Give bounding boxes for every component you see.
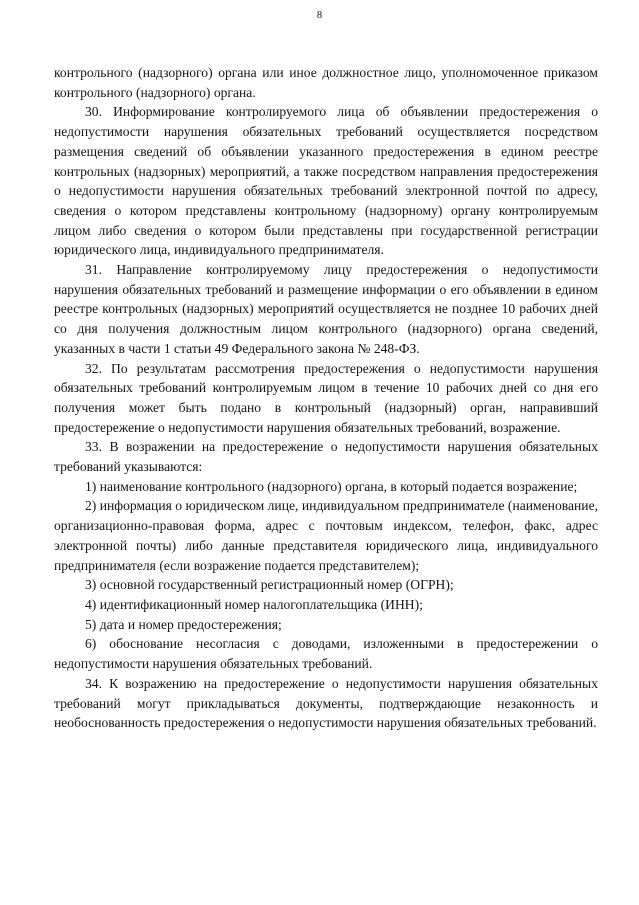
page-number: 8 — [316, 10, 323, 21]
list-item-6: 6) обоснование несогласия с доводами, изложенными в предостережении о недопустимости нарушения обязательных требований. — [54, 636, 598, 672]
list-item-4: 4) идентификационный номер налогоплательщика (ИНН); — [85, 596, 423, 612]
list-item-1: 1) наименование контрольного (надзорного) органа, в который подается возражение; — [85, 478, 578, 494]
list-item-3: 3) основной государственный регистрационный номер (ОГРН); — [85, 577, 454, 593]
paragraph-33: 33. В возражении на предостережение о недопустимости нарушения обязательных требований указываются: — [54, 439, 598, 475]
paragraph-34: 34. К возражению на предостережение о недопустимости нарушения обязательных требований могут прикладываться документы, подтверждающие незаконность и необоснованность предостережения о недопустимости нарушения обязательных требований. — [54, 675, 598, 731]
document-body — [54, 63, 598, 733]
paragraph-continuation: контрольного (надзорного) органа или иное должностное лицо, уполномоченное приказом контрольного (надзорного) органа. — [54, 65, 598, 100]
paragraph-32: 32. По результатам рассмотрения предостережения о недопустимости нарушения обязательных требований контролируемым лицом в течение 10 рабочих дней со дня его получения может быть подано в контрольный (надзорный) орган, направивший предостережение о недопустимости нарушения обязательных требований, возражение. — [54, 360, 598, 435]
paragraph-30: 30. Информирование контролируемого лица об объявлении предостережения о недопустимости нарушения обязательных требований осуществляется посредством размещения сведений об объявлении указанного предостережения в едином реестре контрольных (надзорных) мероприятий, а также посредством направления предостережения о недопустимости нарушения обязательных требований электронной почтой по адресу, сведения о котором представлены контрольному (надзорному) органу контролируемым лицом либо сведения о котором были представлены при государственной регистрации юридического лица, индивидуального предпринимателя. — [54, 104, 598, 258]
paragraph-31: 31. Направление контролируемому лицу предостережения о недопустимости нарушения обязательных требований и размещение информации о его объявлении в едином реестре контрольных (надзорных) мероприятий осуществляется не позднее 10 рабочих дней со дня получения должностным лицом контрольного (надзорного) органа сведений, указанных в части 1 статьи 49 Федерального закона № 248-ФЗ. — [54, 262, 598, 356]
list-item-2: 2) информация о юридическом лице, индивидуальном предпринимателе (наименование, организационно-правовая форма, адрес с почтовым индексом, телефон, факс, адрес электронной почты) либо данные представителя юридического лица, индивидуального предпринимателя (если возражение подается представителем); — [54, 498, 598, 573]
list-item-5: 5) дата и номер предостережения; — [85, 616, 282, 632]
